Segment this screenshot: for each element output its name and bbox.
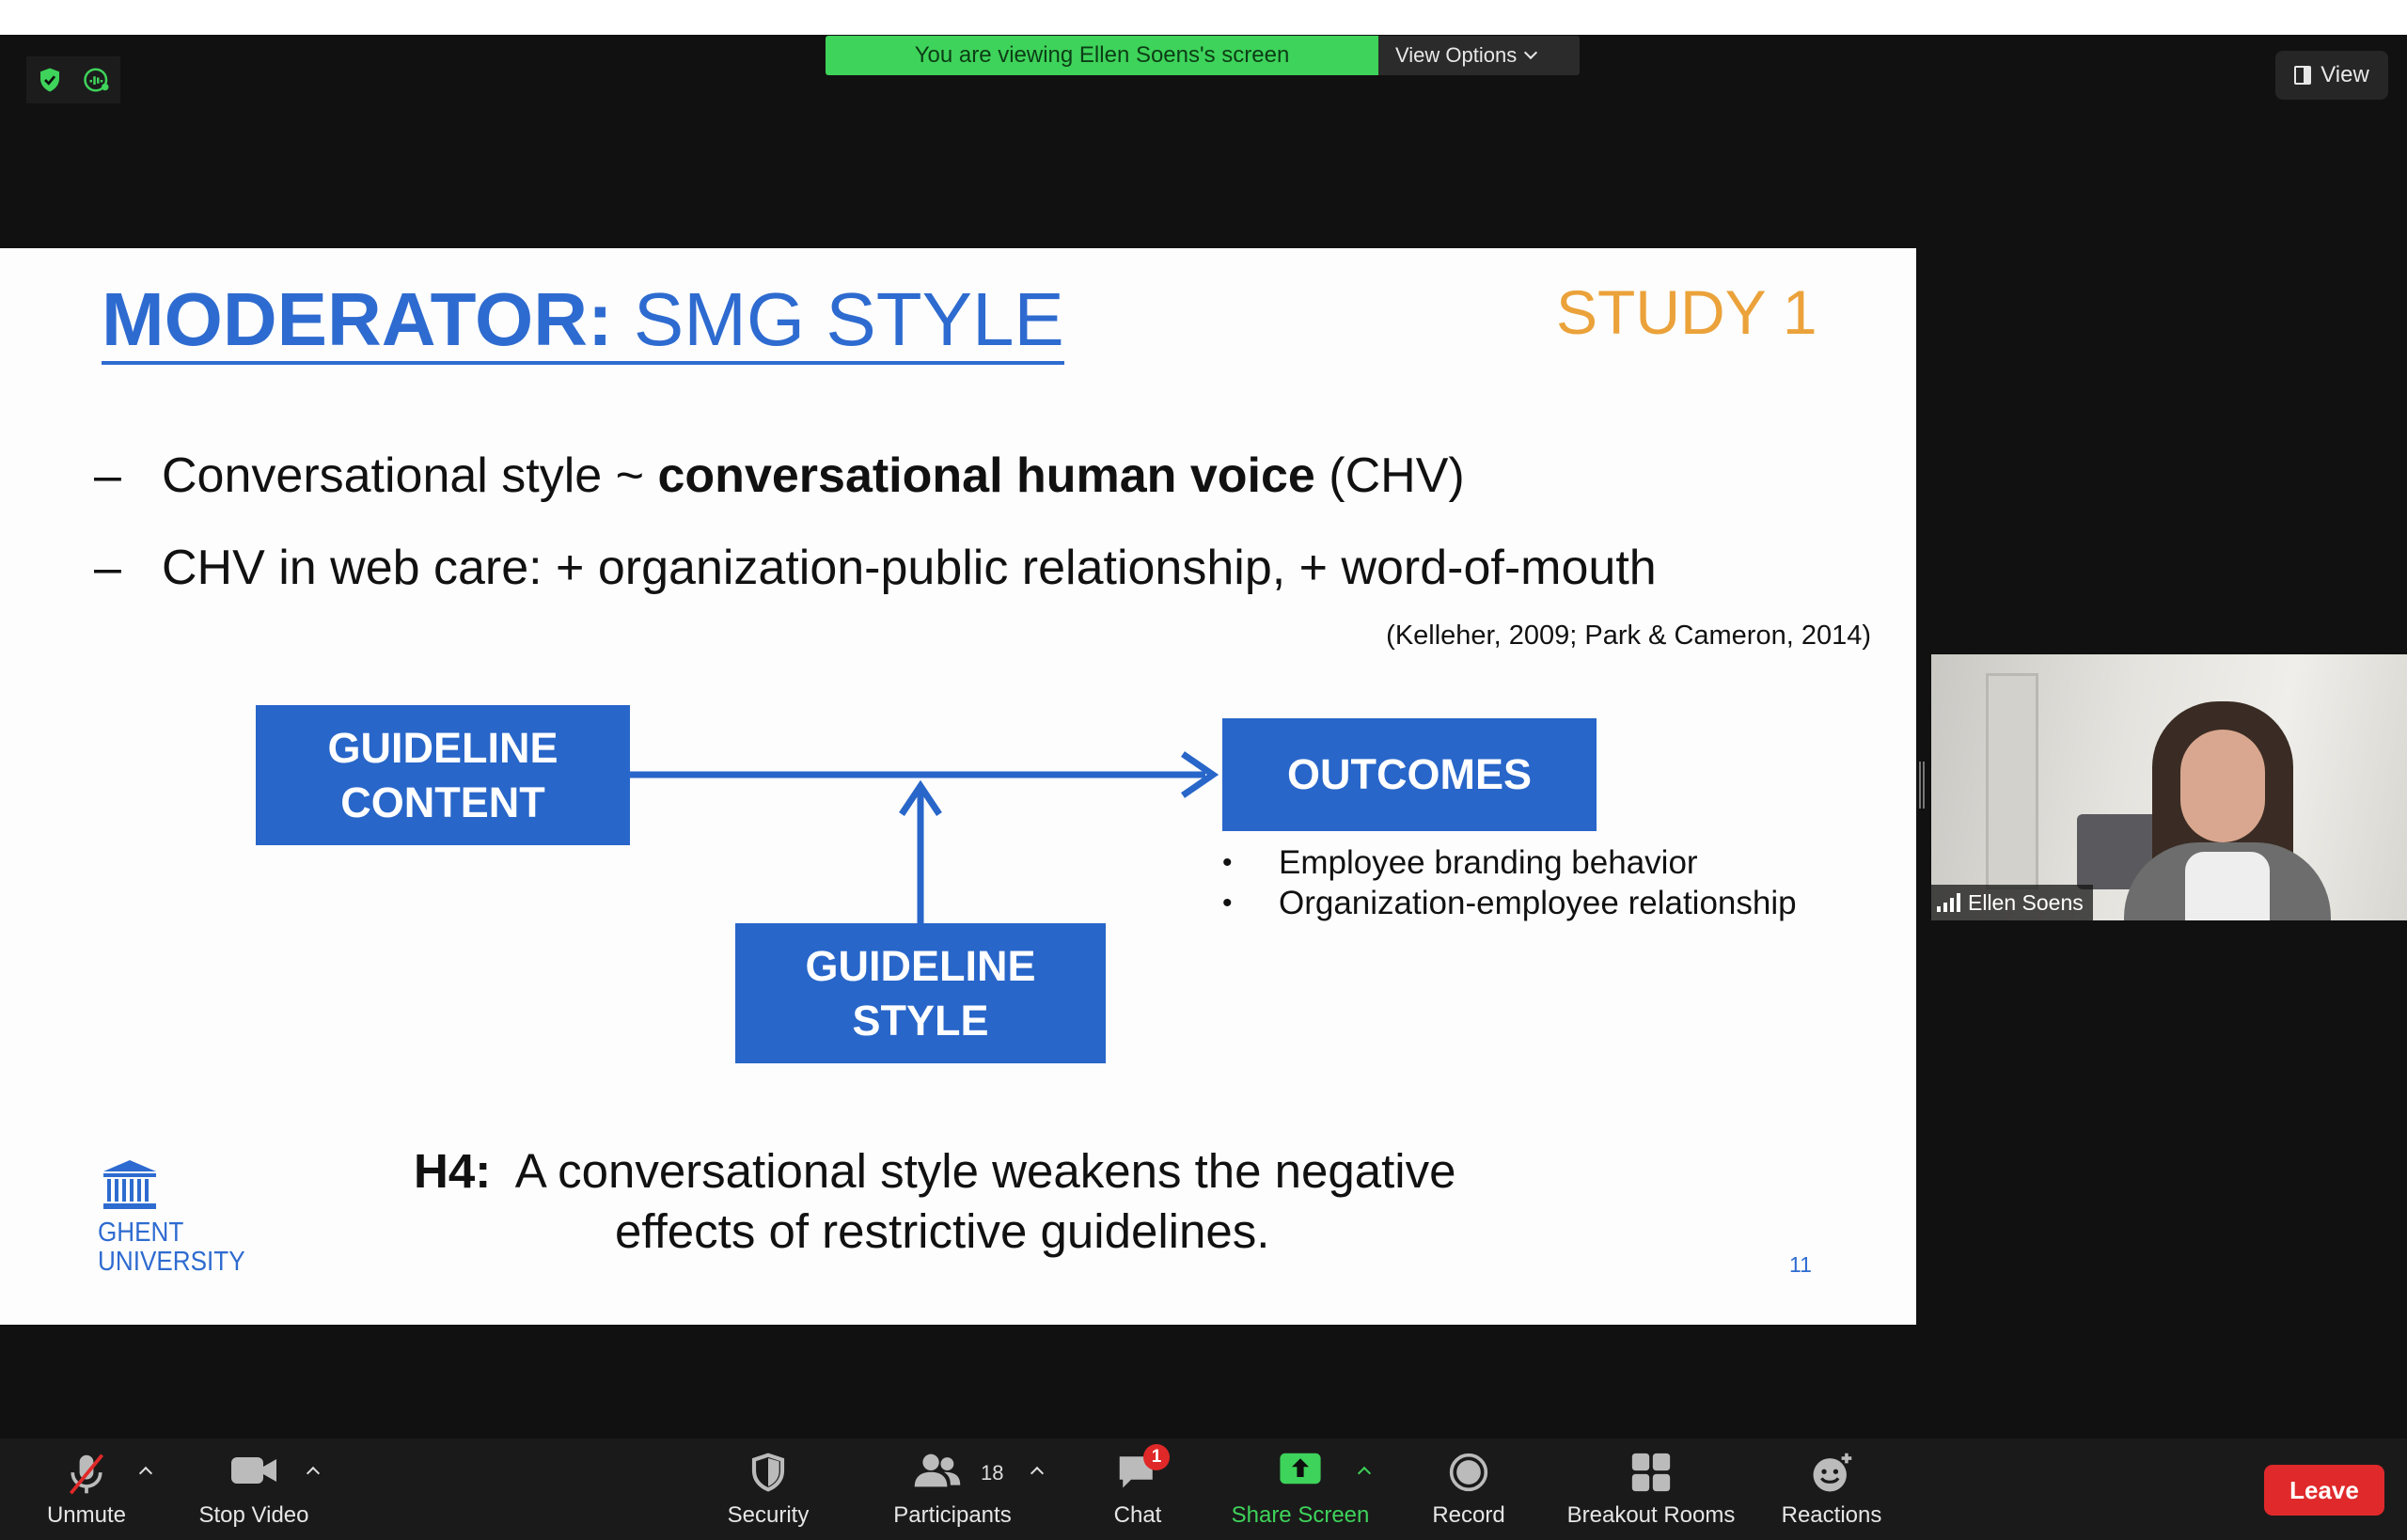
participant-name: Ellen Soens <box>1968 889 2084 915</box>
reactions-smiley-icon <box>1810 1452 1853 1495</box>
box-style-line1: GUIDELINE <box>805 941 1036 990</box>
view-button[interactable] <box>2275 51 2388 100</box>
security-label: Security <box>727 1502 810 1528</box>
shared-slide <box>0 248 1916 1325</box>
university-building-icon <box>100 1158 160 1211</box>
unmute-button[interactable] <box>38 1438 135 1540</box>
meeting-toolbar <box>0 1438 2407 1540</box>
top-strip <box>0 0 2407 35</box>
meeting-status-icons <box>26 56 120 103</box>
unmute-label: Unmute <box>46 1502 127 1528</box>
hypothesis-label: H4: <box>414 1144 492 1198</box>
outcome-2: Organization-employee relationship <box>1279 885 1797 921</box>
slide-title-rest: SMG STYLE <box>612 277 1064 361</box>
reactions-label: Reactions <box>1781 1502 1882 1528</box>
chevron-up-icon <box>1030 1467 1044 1480</box>
view-options-button[interactable] <box>1378 36 1580 75</box>
chat-unread-badge: 1 <box>1143 1444 1170 1470</box>
hypothesis <box>414 1141 1456 1262</box>
outcome-1: Employee branding behavior <box>1279 844 1698 881</box>
hypothesis-line2: effects of restrictive guidelines. <box>615 1204 1270 1258</box>
logo-line1: GHENT <box>98 1218 184 1248</box>
list-bullet: • <box>1222 888 1233 919</box>
guideline-content-box <box>256 705 630 845</box>
participant-name-tag <box>1931 885 2093 920</box>
outcomes-list <box>1222 842 1797 923</box>
security-shield-icon <box>749 1452 787 1493</box>
box-style-line2: STYLE <box>852 996 989 1045</box>
stop-video-button[interactable] <box>188 1438 320 1540</box>
chat-button[interactable] <box>1100 1438 1175 1540</box>
breakout-rooms-label: Breakout Rooms <box>1566 1502 1736 1528</box>
participants-button[interactable] <box>884 1438 1021 1540</box>
list-item <box>1222 842 1797 883</box>
video-person <box>2124 701 2331 920</box>
vertical-arrow-head <box>902 786 939 814</box>
view-options-label: View Options <box>1395 43 1518 67</box>
video-camera-icon <box>229 1452 278 1489</box>
list-item <box>1222 883 1797 923</box>
live-transcript-icon[interactable] <box>73 56 120 103</box>
bullet-1-post: (CHV) <box>1314 448 1465 503</box>
video-door <box>1986 673 2038 889</box>
box-content-line1: GUIDELINE <box>327 723 558 772</box>
viewing-screen-message: You are viewing Ellen Soens's screen <box>826 36 1378 75</box>
encryption-shield-icon[interactable] <box>26 56 73 103</box>
breakout-rooms-grid-icon <box>1630 1452 1672 1493</box>
slide-title-bold: MODERATOR: <box>102 277 613 361</box>
participants-label: Participants <box>893 1502 1012 1528</box>
participant-video[interactable] <box>1931 654 2407 920</box>
logo-line2: UNIVERSITY <box>98 1247 245 1277</box>
chevron-down-icon <box>1524 46 1537 59</box>
slide-title <box>102 278 1064 365</box>
record-label: Record <box>1432 1502 1505 1528</box>
bullet-2-text: CHV in web care: + organization-public relationship, + word-of-mouth <box>162 541 1657 595</box>
security-button[interactable] <box>715 1438 822 1540</box>
reactions-button[interactable] <box>1775 1438 1888 1540</box>
breakout-rooms-button[interactable] <box>1561 1438 1741 1540</box>
study-label: STUDY 1 <box>1556 277 1817 347</box>
video-person-shirt <box>2185 852 2270 920</box>
participants-options-caret[interactable] <box>1030 1463 1044 1476</box>
horizontal-arrow-head <box>1183 754 1213 795</box>
share-options-caret[interactable] <box>1358 1463 1371 1476</box>
share-screen-label: Share Screen <box>1231 1502 1370 1528</box>
view-button-label: View <box>2320 62 2369 87</box>
share-screen-button[interactable] <box>1222 1438 1378 1540</box>
bullet-2 <box>94 540 1657 596</box>
guideline-style-box <box>735 923 1106 1063</box>
screen-share-banner <box>826 36 1580 75</box>
bullet-dash: – <box>94 448 121 503</box>
bullet-1-bold: conversational human voice <box>657 448 1315 503</box>
audio-options-caret[interactable] <box>139 1463 152 1476</box>
stop-video-label: Stop Video <box>198 1502 309 1528</box>
participants-icon <box>913 1452 962 1489</box>
outcomes-box: OUTCOMES <box>1222 718 1597 831</box>
box-content-line2: CONTENT <box>340 778 545 826</box>
slide-page-number: 11 <box>1789 1252 1812 1277</box>
participant-count: 18 <box>981 1461 1004 1485</box>
panel-resize-handle[interactable] <box>1919 762 1925 809</box>
bullet-1 <box>94 448 1465 504</box>
muted-mic-icon <box>65 1452 108 1497</box>
record-button[interactable] <box>1420 1438 1518 1540</box>
chevron-up-icon <box>139 1467 152 1480</box>
list-bullet: • <box>1222 847 1233 878</box>
bullet-1-pre: Conversational style ~ <box>162 448 658 503</box>
signal-strength-icon <box>1937 893 1960 912</box>
video-options-caret[interactable] <box>307 1463 320 1476</box>
view-layout-icon <box>2294 66 2311 85</box>
leave-button[interactable]: Leave <box>2264 1465 2384 1516</box>
bullet-dash: – <box>94 541 121 595</box>
citation: (Kelleher, 2009; Park & Cameron, 2014) <box>1386 621 1871 651</box>
share-screen-icon <box>1278 1452 1323 1485</box>
chat-label: Chat <box>1113 1502 1162 1528</box>
record-icon <box>1448 1452 1489 1493</box>
ghent-university-logo <box>98 1158 261 1277</box>
hypothesis-line1: A conversational style weakens the negative <box>514 1144 1456 1198</box>
video-person-face <box>2180 730 2265 842</box>
